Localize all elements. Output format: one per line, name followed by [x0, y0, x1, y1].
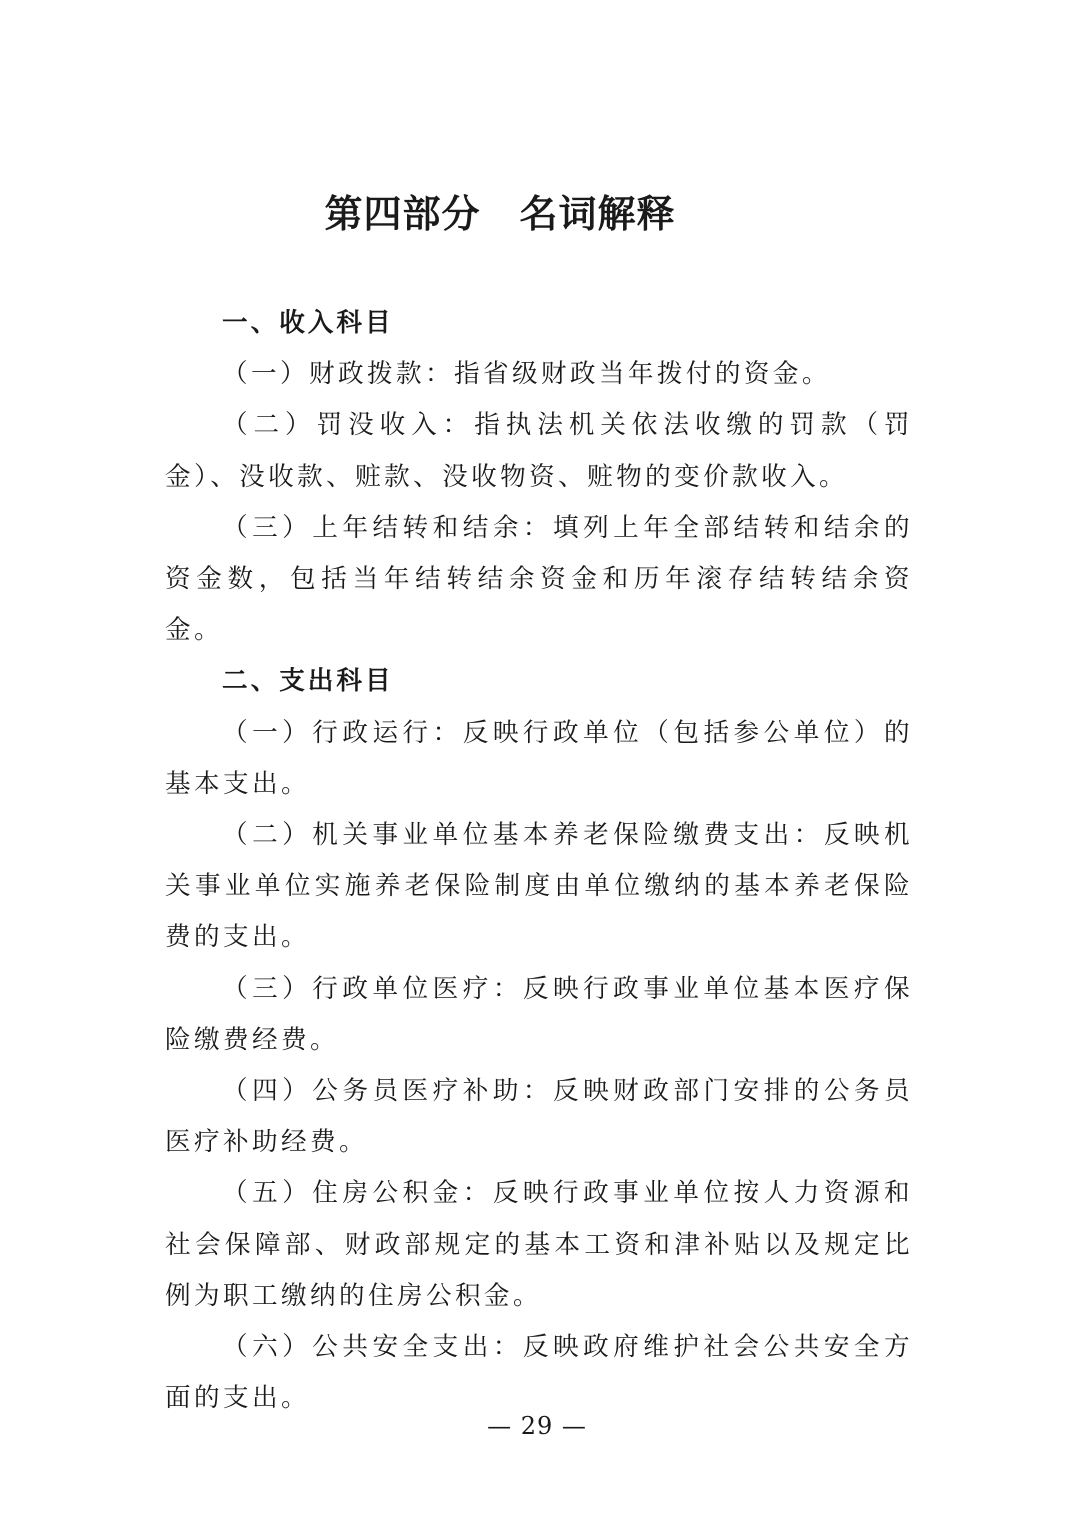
section-heading-expenditure: 二、支出科目	[222, 666, 394, 697]
section-heading-income: 一、收入科目	[222, 308, 394, 338]
expenditure-item-public-security: （六）公共安全支出：反映政府维护社会公共安全方面的支出。	[165, 1332, 913, 1414]
expenditure-item-administrative-medical: （三）行政单位医疗：反映行政事业单位基本医疗保险缴费经费。	[165, 973, 913, 1055]
expenditure-item-pension-insurance: （二）机关事业单位基本养老保险缴费支出：反映机关事业单位实施养老保险制度由单位缴纳的基本养老保险费的支出。	[165, 820, 913, 953]
income-item-confiscation-revenue: （二）罚没收入：指执法机关依法收缴的罚款（罚金）、没收款、赃款、没收物资、赃物的变价款收入。	[165, 410, 913, 492]
expenditure-item-civil-servant-medical-subsidy: （四）公务员医疗补助：反映财政部门安排的公务员医疗补助经费。	[165, 1076, 913, 1158]
income-item-fiscal-appropriation: （一）财政拨款：指省级财政当年拨付的资金。	[222, 359, 831, 390]
document-body	[165, 298, 913, 1424]
expenditure-item-administrative-operation: （一）行政运行：反映行政单位（包括参公单位）的基本支出。	[165, 717, 913, 799]
page-number: — 29 —	[487, 1412, 587, 1440]
income-item-carryover-balance: （三）上年结转和结余：填列上年全部结转和结余的资金数，包括当年结转结余资金和历年滚存结转结余资金。	[165, 512, 913, 646]
page-title: 第四部分 名词解释	[324, 192, 676, 236]
expenditure-item-housing-provident-fund: （五）住房公积金：反映行政事业单位按人力资源和社会保障部、财政部规定的基本工资和津补贴以及规定比例为职工缴纳的住房公积金。	[165, 1178, 913, 1311]
